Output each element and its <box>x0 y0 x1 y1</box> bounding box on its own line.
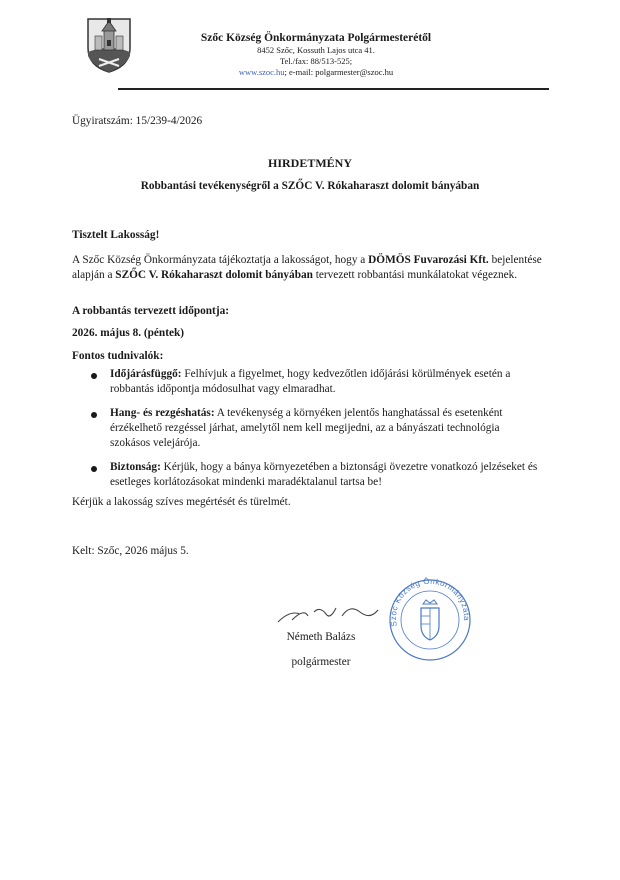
bullet-icon <box>91 412 97 418</box>
contact-line <box>150 67 482 78</box>
signatory-name: Németh Balázs <box>286 631 356 643</box>
reference-number: Ügyiratszám: 15/239-4/2026 <box>72 115 203 127</box>
place-and-date: Kelt: Szőc, 2026 május 5. <box>72 545 189 557</box>
email: ; e-mail: polgarmester@szoc.hu <box>284 67 394 77</box>
signatory-role: polgármester <box>291 656 351 668</box>
list-item: Biztonság: Kérjük, hogy a bánya környezetében a biztonsági övezetre vonatkozó jelzéseket és esetleges korlátozásokat mindenki maradéktalanul tartsa be! <box>110 461 538 488</box>
header-divider <box>118 88 549 90</box>
planned-date-label: A robbantás tervezett időpontja: <box>72 305 229 317</box>
mine-name: SZŐC V. Rókaharaszt dolomit bányában <box>115 269 313 281</box>
phone: Tel./fax: 88/513-525; <box>279 56 353 66</box>
official-stamp-icon <box>385 574 475 664</box>
company-name: DÖMÖS Fuvarozási Kft. <box>368 254 489 266</box>
letterhead <box>150 31 482 78</box>
bullet-icon <box>91 373 97 379</box>
planned-date: 2026. május 8. (péntek) <box>72 327 185 339</box>
closing-sentence: Kérjük a lakosság szíves megértését és türelmét. <box>72 496 291 508</box>
signature-icon <box>270 590 400 630</box>
list-item: Időjárásfüggő: Felhívjuk a figyelmet, hogy kedvezőtlen időjárási körülmények esetén a robbantás időpontja módosulhat vagy elmaradhat. <box>110 368 511 395</box>
bullet-icon <box>91 466 97 472</box>
website-link[interactable]: www.szoc.hu <box>238 67 285 77</box>
coat-of-arms-icon <box>85 16 133 74</box>
address: 8452 Szőc, Kossuth Lajos utca 41. <box>257 45 375 55</box>
document-subtitle: Robbantási tevékenységről a SZŐC V. Rókaharaszt dolomit bányában <box>140 180 480 192</box>
organization-name: Szőc Község Önkormányzata Polgármesterétől <box>200 32 432 44</box>
notes-label: Fontos tudnivalók: <box>72 350 164 362</box>
intro-paragraph: A Szőc Község Önkormányzata tájékoztatja a lakosságot, hogy a DÖMÖS Fuvarozási Kft. bejelentése alapján a SZŐC V. Rókaharaszt dolomit bányában tervezett robbantási munkálatokat végeznek. <box>72 254 542 281</box>
document-title: HIRDETMÉNY <box>267 156 352 170</box>
stamp-text: Szőc Község Önkormányzata <box>388 576 472 628</box>
greeting: Tisztelt Lakosság! <box>72 229 160 241</box>
list-item: Hang- és rezgéshatás: A tevékenység a környéken jelentős hanghatással és esetenként érzékelhető rezgéssel járhat, amelytől nem kell megijedni, az a bányászati technológia szokásos velejárója. <box>110 407 503 449</box>
